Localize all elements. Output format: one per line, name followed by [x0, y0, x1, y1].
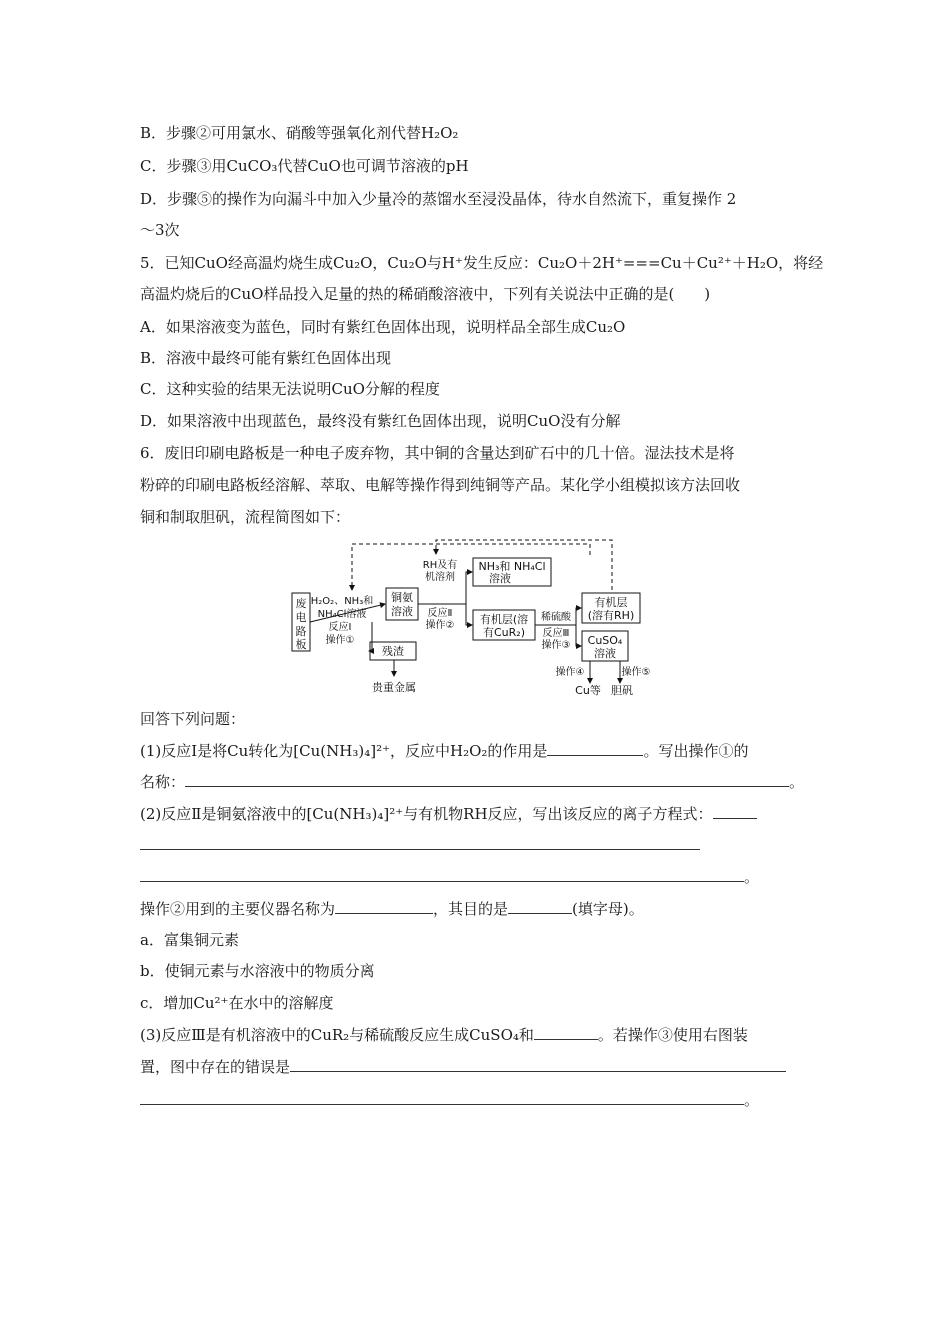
- answer-blank-product[interactable]: [534, 1024, 598, 1040]
- q6-part2-line2: [140, 834, 820, 855]
- label-residue: 残渣: [382, 645, 404, 658]
- q6-stem-line1: 6．废旧印刷电路板是一种电子废弃物，其中铜的含量达到矿石中的几十倍。湿法技术是将: [140, 444, 735, 462]
- answer-blank-ionic-eq-a[interactable]: [713, 803, 757, 819]
- q6-option-a: a．富集铜元素: [140, 931, 239, 949]
- label-cuso4-1: CuSO₄: [587, 634, 623, 647]
- answer-blank-operation1-name[interactable]: [185, 771, 789, 787]
- q6-part1-line2: 名称： 。: [140, 773, 805, 791]
- recycle-arrow-nh3: [352, 544, 590, 590]
- q6-part3-line3: 。: [140, 1089, 820, 1110]
- label-r1-reagent: H₂O₂、NH₃和: [310, 596, 374, 607]
- q6-part2-line1: (2)反应Ⅱ是铜氨溶液中的[Cu(NH₃)₄]²⁺与有机物RH反应，写出该反应的离子方程式：: [140, 803, 820, 824]
- label-operation-4: 操作④: [555, 667, 585, 678]
- answer-blank-ionic-eq-b[interactable]: [140, 834, 700, 850]
- q5-option-c: C．这种实验的结果无法说明CuO分解的程度: [140, 380, 440, 398]
- q5-stem-line1: 5．已知CuO经高温灼烧生成Cu₂O，Cu₂O与H⁺发生反应：Cu₂O＋2H⁺===Cu＋Cu²⁺＋H₂O，将经: [140, 254, 824, 272]
- label-dilute-h2so4: 稀硫酸: [541, 612, 571, 623]
- label-rh-reagent-1: RH及有: [422, 560, 458, 571]
- label-rh-2: (溶有RH): [587, 609, 635, 622]
- label-precious-metal: 贵重金属: [372, 681, 416, 694]
- q6-stem-line3: 铜和制取胆矾，流程简图如下：: [140, 508, 351, 526]
- q6-part3-line2: 置，图中存在的错误是: [140, 1056, 820, 1077]
- label-blue-vitriol: 胆矾: [611, 684, 633, 697]
- label-operation-5: 操作⑤: [621, 667, 650, 678]
- q4-option-c: C．步骤③用CuCO₃代替CuO也可调节溶液的pH: [140, 157, 469, 175]
- q5-option-b: B．溶液中最终可能有紫红色固体出现: [140, 349, 392, 367]
- label-reaction-1: 反应Ⅰ: [328, 622, 352, 633]
- q6-part3-line1: (3)反应Ⅲ是有机溶液中的CuR₂与稀硫酸反应生成CuSO₄和 。若操作③使用右图装: [140, 1026, 748, 1044]
- label-waste-1: 废: [295, 597, 307, 610]
- label-operation-3: 操作③: [541, 640, 571, 651]
- label-operation-1: 操作①: [325, 635, 355, 646]
- label-nh3-2: 溶液: [489, 572, 511, 585]
- q5-stem-line2: 高温灼烧后的CuO样品投入足量的热的稀硝酸溶液中，下列有关说法中正确的是( ): [140, 285, 711, 303]
- arrow-to-organic-rh: [576, 608, 581, 625]
- label-ammonia-1: 铜氨: [391, 591, 413, 604]
- label-r1-reagent-2: NH₄Cl溶液: [317, 609, 367, 620]
- q4-option-d-line1: D．步骤⑤的操作为向漏斗中加入少量冷的蒸馏水至浸没晶体，待水自然流下，重复操作 2: [140, 190, 737, 208]
- arrow-to-organic-cur2: [466, 604, 472, 625]
- label-reaction-3: 反应Ⅲ: [542, 628, 570, 639]
- q4-option-b: B．步骤②可用氯水、硝酸等强氧化剂代替H₂O₂: [140, 124, 459, 142]
- q6-part1-line1: (1)反应Ⅰ是将Cu转化为[Cu(NH₃)₄]²⁺，反应中H₂O₂的作用是 。写出操作①的: [140, 742, 749, 760]
- label-waste-2: 电: [295, 611, 307, 624]
- label-rh-reagent-2: 机溶剂: [425, 572, 455, 583]
- q6-option-b: b．使铜元素与水溶液中的物质分离: [140, 962, 375, 980]
- label-cu-etc: Cu等: [575, 684, 601, 697]
- answer-blank-error-b[interactable]: [140, 1089, 744, 1105]
- label-cur2-1: 有机层(溶: [479, 613, 529, 626]
- label-rh-1: 有机层: [594, 596, 628, 609]
- label-cuso4-2: 溶液: [594, 647, 616, 660]
- label-waste-4: 板: [295, 638, 307, 651]
- label-operation-2: 操作②: [425, 620, 455, 631]
- q6-part2-line4: 操作②用到的主要仪器名称为 ，其目的是 (填字母)。: [140, 900, 644, 918]
- answer-blank-instrument[interactable]: [335, 898, 433, 914]
- process-flow-diagram: [290, 538, 650, 700]
- q6-part2-line3: 。: [140, 866, 820, 887]
- q6-stem-line2: 粉碎的印刷电路板经溶解、萃取、电解等操作得到纯铜等产品。某化学小组模拟该方法回收: [140, 476, 741, 494]
- arrow-to-cuso4: [576, 625, 581, 646]
- answer-blank-error-a[interactable]: [290, 1056, 786, 1072]
- q5-option-a: A．如果溶液变为蓝色，同时有紫红色固体出现，说明样品全部生成Cu₂O: [140, 318, 626, 336]
- label-cur2-2: 有CuR₂): [483, 626, 525, 639]
- q5-option-d: D．如果溶液中出现蓝色，最终没有紫红色固体出现，说明CuO没有分解: [140, 412, 621, 430]
- label-waste-3: 路: [295, 625, 307, 638]
- answer-blank-ionic-eq-c[interactable]: [140, 866, 744, 882]
- arrow-to-nh3: [466, 572, 472, 604]
- q4-option-d-line2: ～3次: [140, 221, 180, 239]
- answer-blank-h2o2-role[interactable]: [547, 740, 643, 756]
- q6-answer-prompt: 回答下列问题：: [140, 710, 246, 728]
- answer-blank-purpose[interactable]: [508, 898, 572, 914]
- label-nh3-1: NH₃和 NH₄Cl: [478, 560, 546, 573]
- label-ammonia-2: 溶液: [391, 605, 413, 618]
- label-reaction-2: 反应Ⅱ: [427, 608, 453, 619]
- q6-option-c: c．增加Cu²⁺在水中的溶解度: [140, 994, 334, 1012]
